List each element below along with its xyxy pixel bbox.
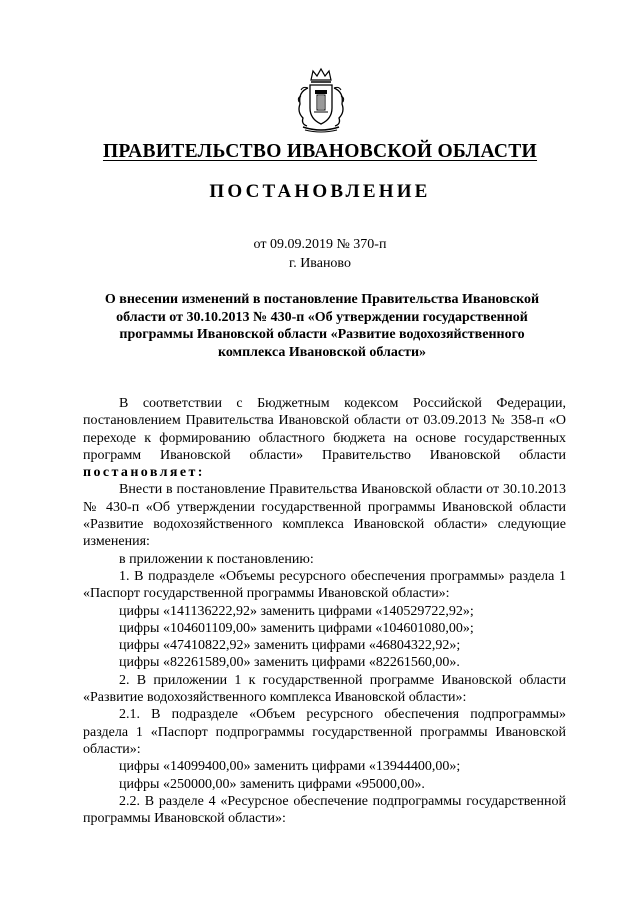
document-body	[83, 395, 566, 827]
paragraph-text: В соответствии с Бюджетным кодексом Российской Федерации, постановлением Правительства Ивановской области от 03.09.2013 № 358-п «О переходе к формированию областного бюджета на основе государственных программ Ивановской области» Правительство Ивановской области	[83, 396, 566, 463]
paragraph: 2. В приложении 1 к государственной программе Ивановской области «Развитие водохозяйственного комплекса Ивановской области»:	[83, 672, 566, 706]
paragraph: 2.1. В подразделе «Объем ресурсного обеспечения подпрограммы» раздела 1 «Паспорт подпрограммы государственной программы Ивановской области»:	[83, 707, 566, 757]
document-title: О внесении изменений в постановление Правительства Ивановской области от 30.10.2013 № 430-п «Об утверждении государственной программы Ивановской области «Развитие водохозяйственного комплекса Ивановской области»	[104, 292, 540, 360]
paragraph: 1. В подразделе «Объемы ресурсного обеспечения программы» раздела 1 «Паспорт государственной программы Ивановской области»:	[83, 568, 566, 602]
city: г. Иваново	[289, 256, 351, 271]
paragraph: цифры «14099400,00» заменить цифрами «13944400,00»;	[119, 759, 461, 775]
paragraph	[83, 395, 566, 481]
paragraph: цифры «82261589,00» заменить цифрами «82261560,00».	[119, 655, 460, 671]
date-number: от 09.09.2019 № 370-п	[253, 237, 387, 252]
paragraph: в приложении к постановлению:	[119, 551, 314, 567]
paragraph: цифры «250000,00» заменить цифрами «95000,00».	[119, 776, 425, 792]
paragraph: цифры «47410822,92» заменить цифрами «46804322,92»;	[119, 638, 461, 654]
resolution-keyword: постановляет:	[83, 465, 205, 481]
paragraph: Внести в постановление Правительства Ивановской области от 30.10.2013 № 430-п «Об утверждении государственной программы Ивановской области «Развитие водохозяйственного комплекса Ивановской области» следующие изменения:	[83, 482, 566, 550]
paragraph: цифры «104601109,00» заменить цифрами «104601080,00»;	[119, 620, 474, 636]
document-type: ПОСТАНОВЛЕНИЕ	[209, 181, 431, 202]
coat-of-arms-icon	[295, 66, 347, 134]
paragraph: цифры «141136222,92» заменить цифрами «140529722,92»;	[119, 603, 474, 619]
organization-name: ПРАВИТЕЛЬСТВО ИВАНОВСКОЙ ОБЛАСТИ	[102, 141, 538, 162]
paragraph: 2.2. В разделе 4 «Ресурсное обеспечение подпрограммы государственной программы Ивановской области»:	[83, 793, 566, 827]
